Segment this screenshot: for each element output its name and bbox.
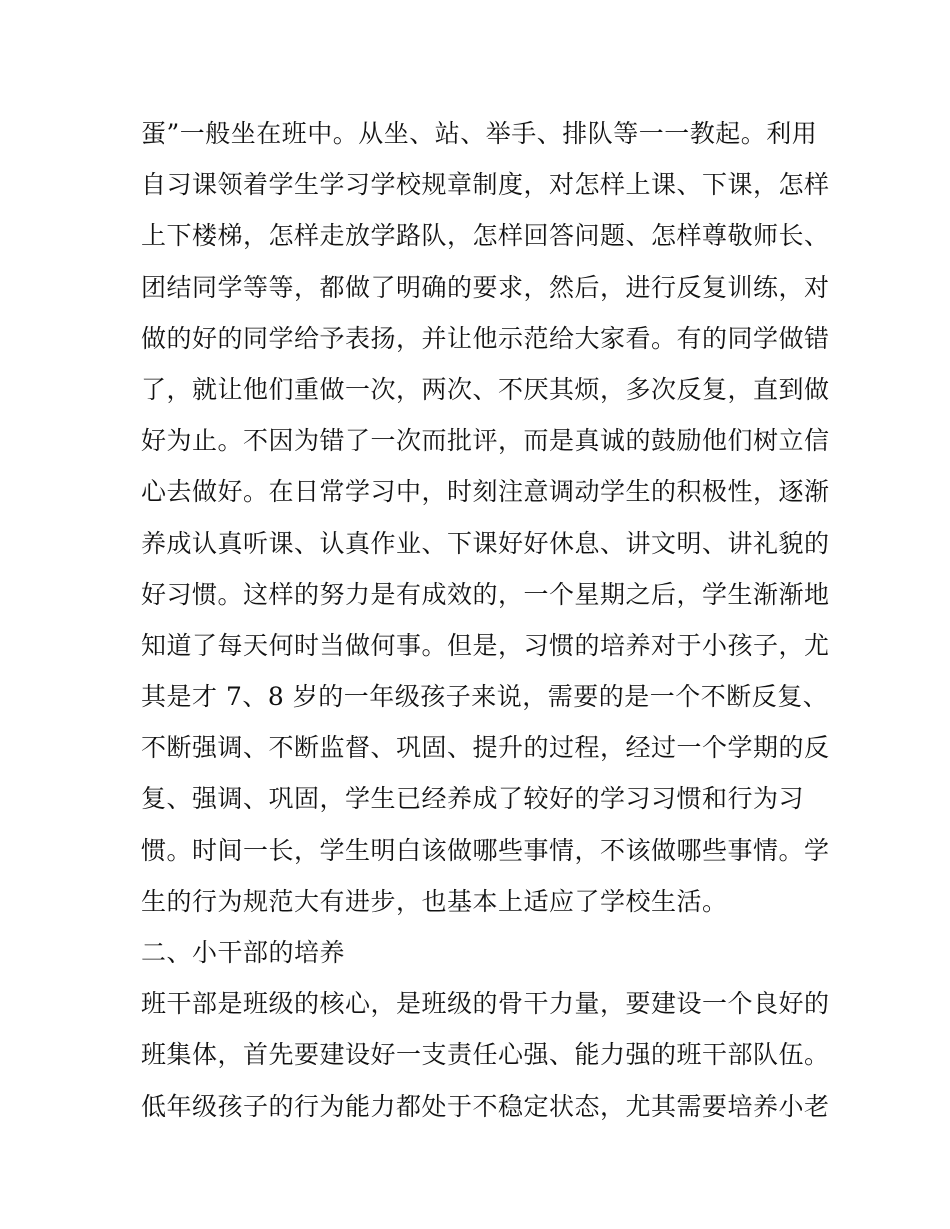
text-line: 班集体，首先要建设好一支责任心强、能力强的班干部队伍。 <box>141 1040 830 1070</box>
text-line: 好为止。不因为错了一次而批评，而是真诚的鼓励他们树立信 <box>141 426 830 456</box>
text-line: 班干部是班级的核心，是班级的骨干力量，要建设一个良好的 <box>141 989 830 1019</box>
text-line: 蛋”一般坐在班中。从坐、站、举手、排队等一一教起。利用 <box>141 119 818 148</box>
text-line: 复、强调、巩固，学生已经养成了较好的学习习惯和行为习 <box>141 784 805 814</box>
text-line: 生的行为规范大有进步，也基本上适应了学校生活。 <box>141 886 728 916</box>
text-line: 了，就让他们重做一次，两次、不厌其烦，多次反复，直到做 <box>141 374 830 404</box>
text-line: 自习课领着学生学习学校规章制度，对怎样上课、下课，怎样 <box>141 170 830 200</box>
text-line: 低年级孩子的行为能力都处于不稳定状态，尤其需要培养小老 <box>141 1091 830 1121</box>
text-line: 知道了每天何时当做何事。但是，习惯的培养对于小孩子，尤 <box>141 630 830 660</box>
section-heading: 二、小干部的培养 <box>141 938 346 967</box>
text-line: 养成认真听课、认真作业、下课好好休息、讲文明、讲礼貌的 <box>141 528 830 558</box>
text-line: 心去做好。在日常学习中，时刻注意调动学生的积极性，逐渐 <box>141 477 830 507</box>
text-line: 其是才 7、8 岁的一年级孩子来说，需要的是一个不断反复、 <box>141 682 829 712</box>
body-text <box>141 108 830 1132</box>
text-line: 好习惯。这样的努力是有成效的，一个星期之后，学生渐渐地 <box>141 579 830 609</box>
text-line: 不断强调、不断监督、巩固、提升的过程，经过一个学期的反 <box>141 733 830 763</box>
text-line: 上下楼梯，怎样走放学路队，怎样回答问题、怎样尊敬师长、 <box>141 221 830 251</box>
text-line: 惯。时间一长，学生明白该做哪些事情，不该做哪些事情。学 <box>141 835 830 865</box>
text-line: 团结同学等等，都做了明确的要求，然后，进行反复训练，对 <box>141 272 830 302</box>
text-line: 做的好的同学给予表扬，并让他示范给大家看。有的同学做错 <box>141 323 830 353</box>
